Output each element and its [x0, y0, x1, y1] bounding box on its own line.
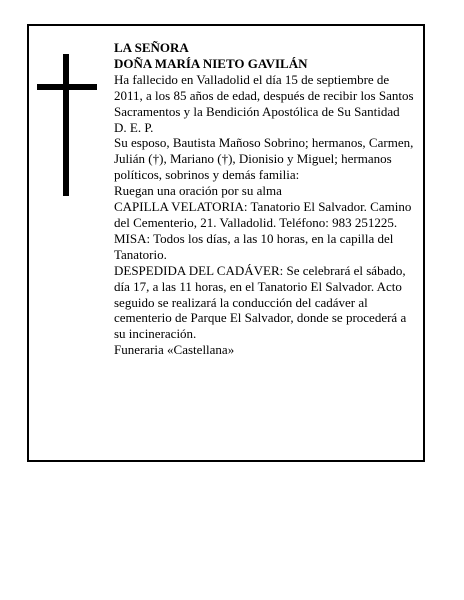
notice-heading: LA SEÑORA	[114, 40, 189, 55]
passing-paragraph: Ha fallecido en Valladolid el día 15 de septiembre de 2011, a los 85 años de edad, después de recibir los Santos Sacramentos y la Bendición Apostólica de Su Santidad	[114, 71, 414, 119]
chapel-paragraph: CAPILLA VELATORIA: Tanatorio El Salvador. Camino del Cementerio, 21. Valladolid. Teléfono: 983 251225.	[114, 199, 412, 230]
cross-vertical-bar	[63, 54, 69, 196]
cross-icon	[37, 54, 97, 196]
family-paragraph: Su esposo, Bautista Mañoso Sobrino; hermanos, Carmen, Julián (†), Mariano (†), Dionisio y Miguel; hermanos políticos, sobrinos y demás familia:	[114, 135, 414, 183]
obituary-text	[114, 40, 414, 358]
deceased-name: DOÑA MARÍA NIETO GAVILÁN	[114, 55, 308, 71]
dep-line: D. E. P.	[114, 119, 154, 135]
farewell-paragraph: DESPEDIDA DEL CADÁVER: Se celebrará el sábado, día 17, a las 11 horas, en el Tanatorio El Salvador. Acto seguido se realizará la conducción del cadáver al cementerio de Parque El Salvador, donde se procederá a su incineración.	[114, 262, 407, 342]
funeral-home-line: Funeraria «Castellana»	[114, 342, 235, 358]
cross-horizontal-bar	[37, 84, 97, 90]
prayer-line: Ruegan una oración por su alma	[114, 183, 282, 199]
mass-paragraph: MISA: Todos los días, a las 10 horas, en la capilla del Tanatorio.	[114, 230, 394, 262]
